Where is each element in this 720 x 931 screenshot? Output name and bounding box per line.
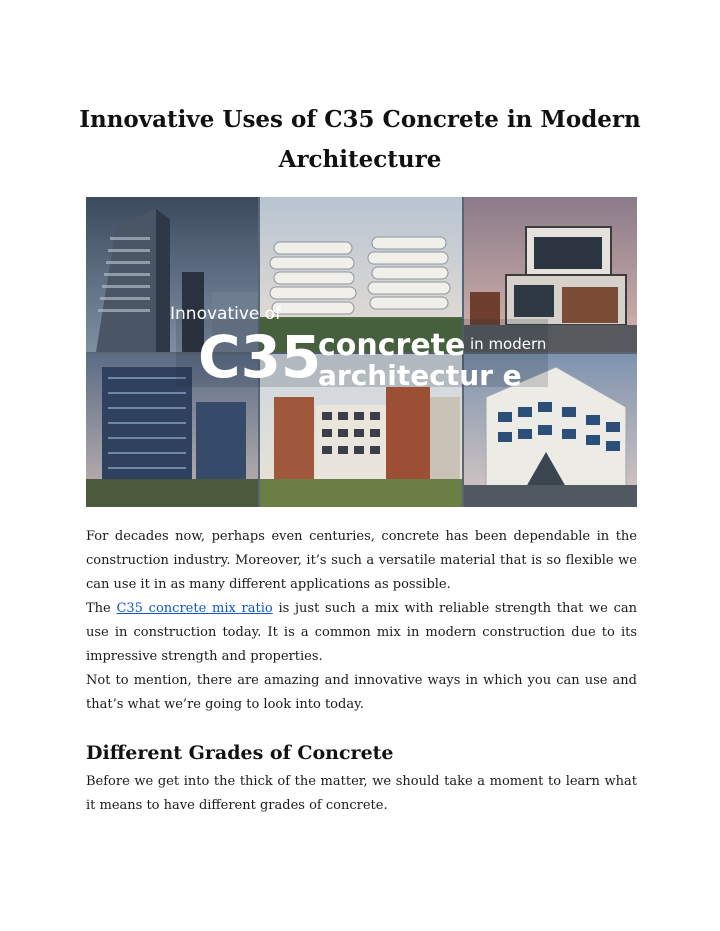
hero-text-concrete: concrete xyxy=(318,328,466,363)
hero-image xyxy=(86,197,637,507)
paragraph-3: Not to mention, there are amazing and innovative ways in which you can use and that’s what we’re going to look into today. xyxy=(86,673,637,712)
hero-text-small: Innovative of xyxy=(170,304,282,324)
page-title: Innovative Uses of C35 Concrete in Modern Architecture xyxy=(79,106,641,173)
section-heading: Different Grades of Concrete xyxy=(86,742,394,764)
hero-text-in-modern: in modern xyxy=(470,335,547,353)
hero-text-architecture: architectur e xyxy=(318,359,522,392)
paragraph-2 xyxy=(86,597,637,669)
paragraph-2-rest: is just such a mix with reliable strength that we can use in construction today. It is a common mix in modern construction due to its impressive strength and properties. xyxy=(86,601,637,664)
section-paragraph: Before we get into the thick of the matter, we should take a moment to learn what it means to have different grades of concrete. xyxy=(86,774,637,813)
hero-collage xyxy=(86,197,637,507)
paragraph-1: For decades now, perhaps even centuries, concrete has been dependable in the construction industry. Moreover, it’s such a versatile material that is so flexible we can use it in as many different applications as possible. xyxy=(86,529,637,592)
intro-body xyxy=(86,525,637,717)
paragraph-2-lead: The xyxy=(86,601,117,616)
hero-text-c35: C35 xyxy=(198,323,322,391)
c35-mix-ratio-link[interactable]: C35 concrete mix ratio xyxy=(116,601,273,616)
